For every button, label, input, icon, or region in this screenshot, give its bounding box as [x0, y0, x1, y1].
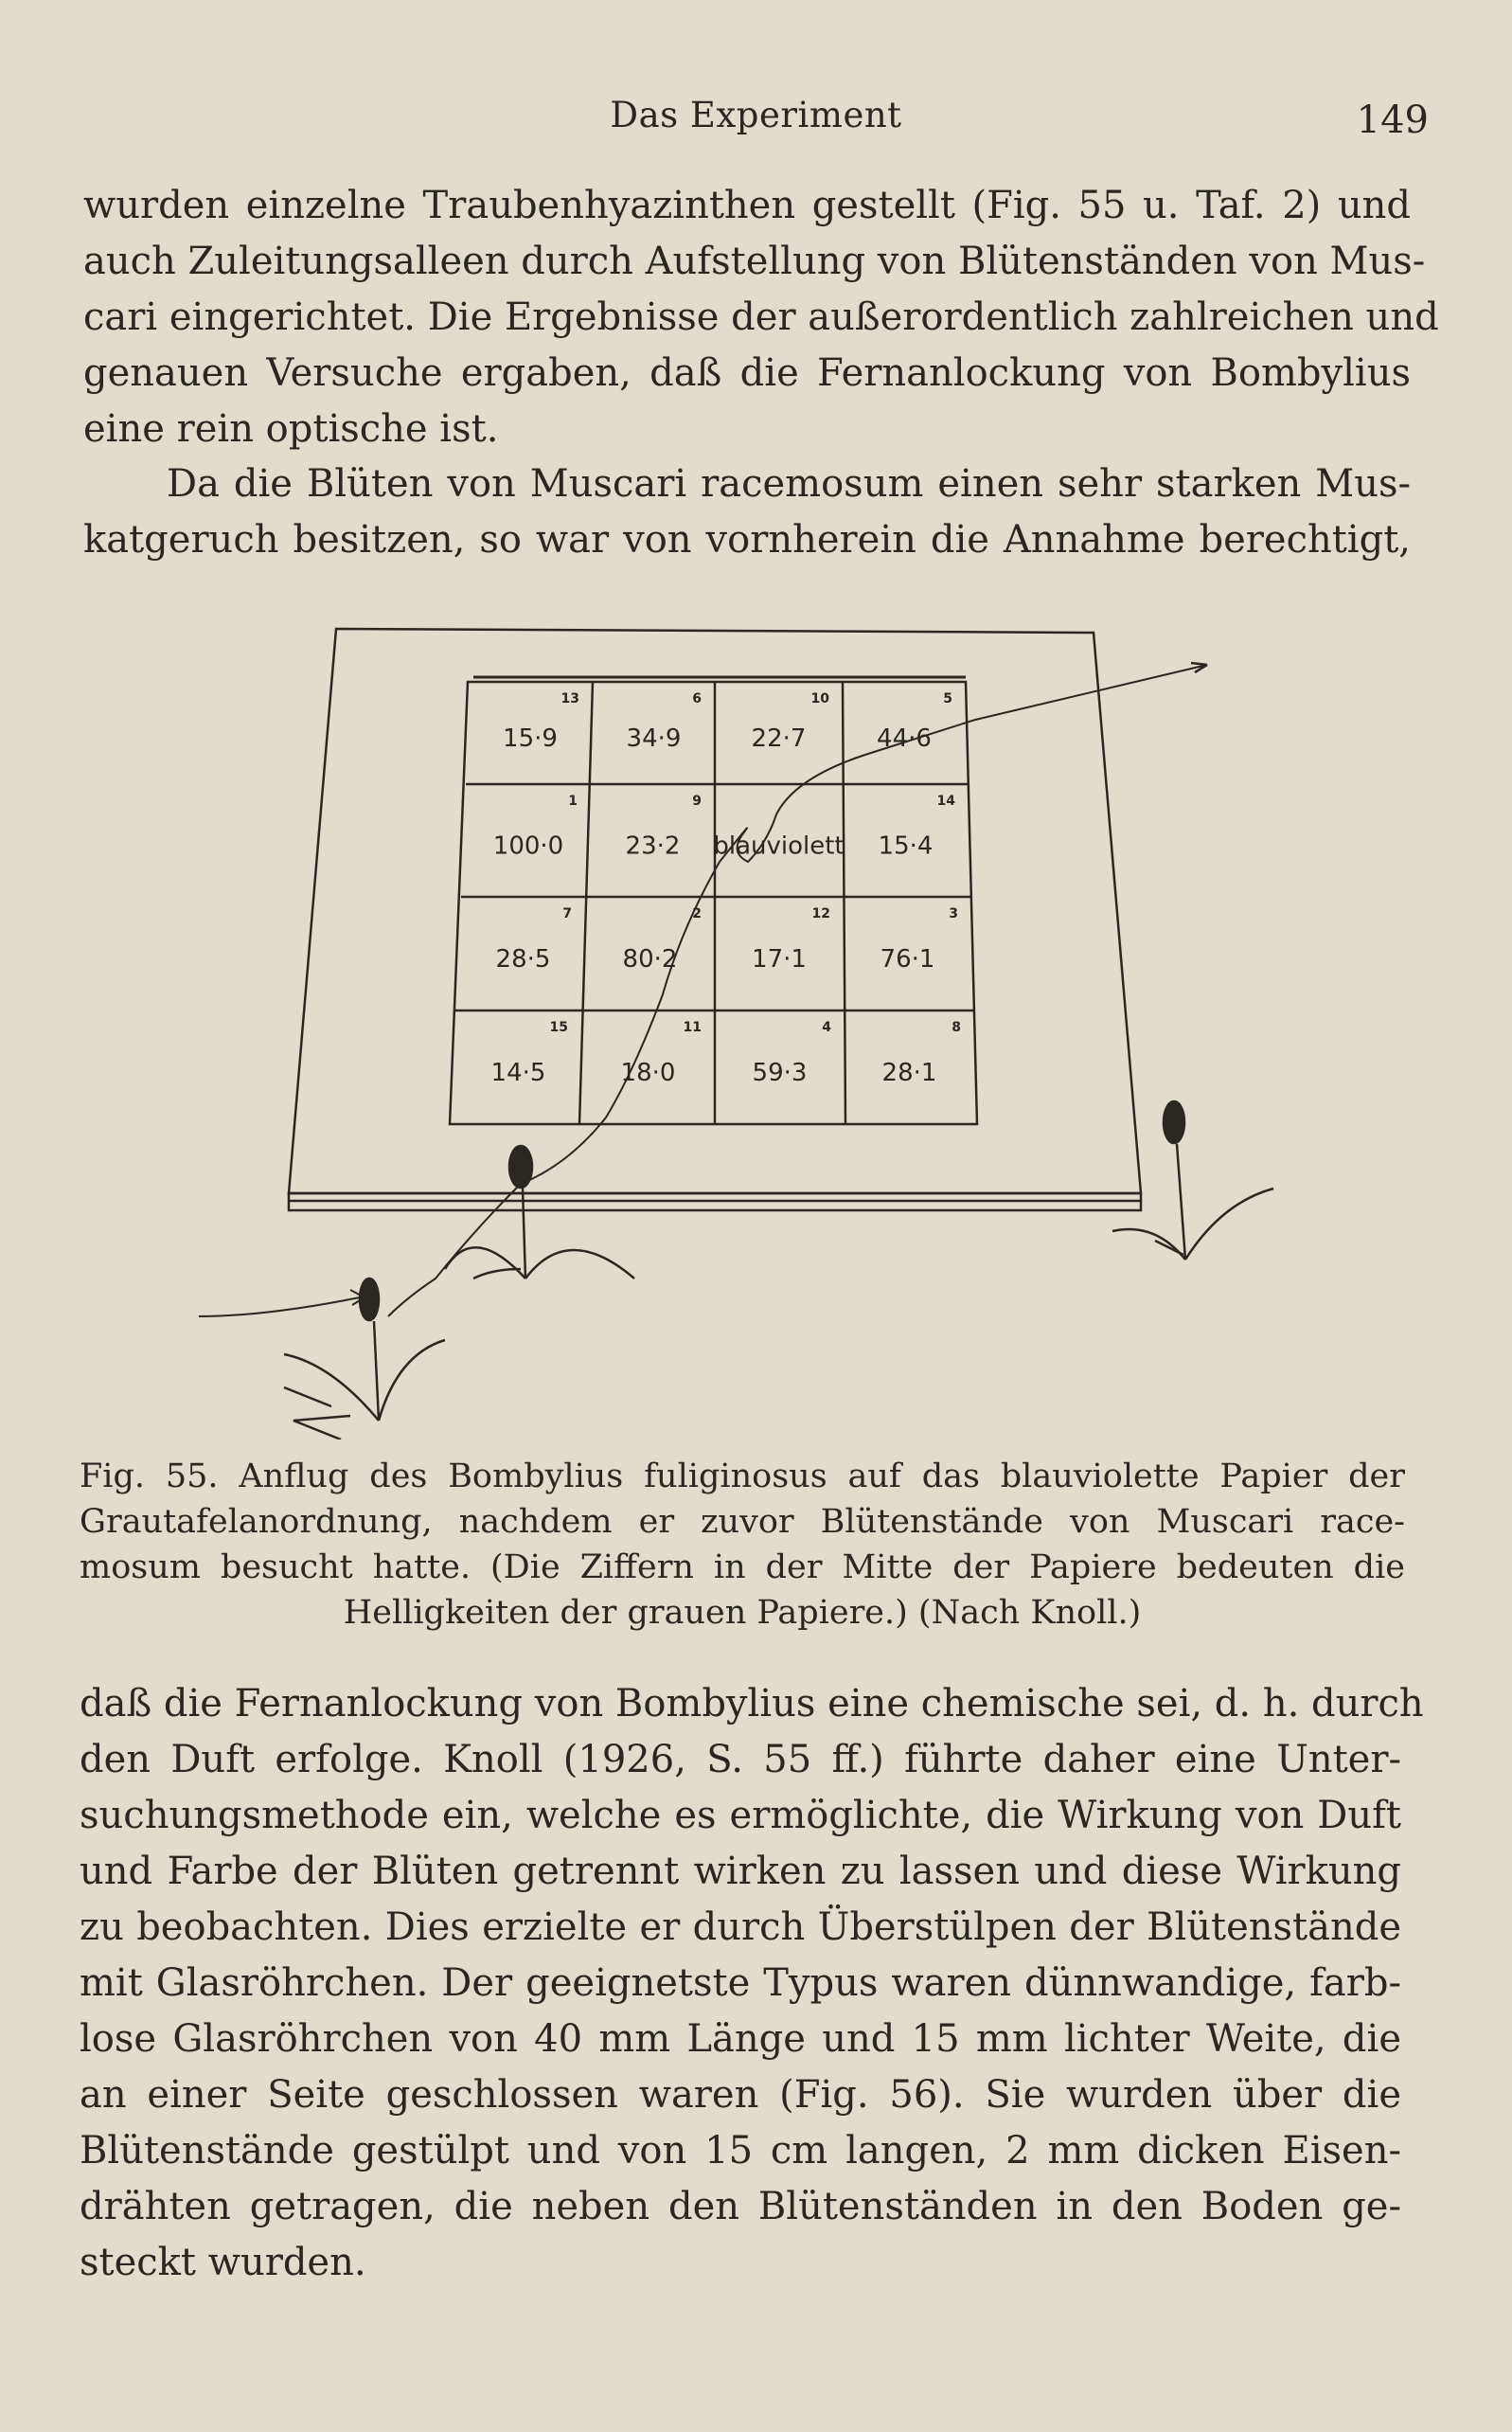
- cell-brightness-value: 15·4: [878, 832, 934, 861]
- caption-line: mosum besucht hatte. (Die Ziffern in der Mitte der Papiere bedeuten die: [80, 1548, 1405, 1586]
- cell-brightness-value: blauviolett: [713, 832, 845, 861]
- muscari-flower-right: [1112, 1101, 1273, 1260]
- text-line: cari eingerichtet. Die Ergebnisse der außerordentlich zahlreichen und: [83, 295, 1439, 339]
- cell-brightness-value: 59·3: [752, 1059, 808, 1087]
- caption-line: Fig. 55. Anflug des Bombylius fuliginosus auf das blauviolette Papier der: [80, 1457, 1405, 1495]
- cell-brightness-value: 44·6: [877, 724, 932, 753]
- cell-brightness-value: 22·7: [751, 724, 807, 753]
- paragraph-2: [83, 456, 1411, 568]
- cell-brightness-value: 100·0: [492, 832, 564, 861]
- cell-brightness-value: 14·5: [490, 1059, 546, 1087]
- caption-line: Grautafelanordnung, nachdem er zuvor Blütenstände von Muscari race-: [80, 1503, 1405, 1541]
- cell-number: 6: [692, 691, 702, 706]
- cell-number: 15: [549, 1020, 568, 1035]
- text-line: suchungsmethode ein, welche es ermöglichte, die Wirkung von Duft: [80, 1794, 1401, 1837]
- text-line: an einer Seite geschlossen waren (Fig. 56). Sie wurden über die: [80, 2073, 1401, 2117]
- figure-drawing: [189, 616, 1325, 1440]
- cell-number: 1: [568, 794, 578, 809]
- text-line: daß die Fernanlockung von Bombylius eine chemische sei, d. h. durch: [80, 1682, 1424, 1726]
- cell-brightness-value: 28·5: [495, 945, 551, 974]
- cell-number: 11: [683, 1020, 702, 1035]
- text-line: auch Zuleitungsalleen durch Aufstellung von Blütenständen von Mus-: [83, 240, 1426, 283]
- cell-brightness-value: 23·2: [625, 832, 681, 861]
- cell-number: 5: [943, 691, 952, 706]
- cell-number: 4: [822, 1020, 831, 1035]
- text-line: den Duft erfolge. Knoll (1926, S. 55 ff.) führte daher eine Unter-: [80, 1738, 1401, 1781]
- text-line: lose Glasröhrchen von 40 mm Länge und 15 mm lichter Weite, die: [80, 2017, 1401, 2061]
- cell-number: 3: [949, 906, 958, 921]
- figure-55: [189, 616, 1325, 1440]
- cell-number: 2: [692, 906, 702, 921]
- muscari-flower-middle: [445, 1146, 634, 1279]
- cell-number: 12: [811, 906, 830, 921]
- cell-number: 10: [810, 691, 829, 706]
- cell-brightness-value: 28·1: [881, 1059, 937, 1087]
- cell-brightness-value: 80·2: [622, 945, 678, 974]
- grid-labels: [491, 691, 961, 1087]
- text-line: katgeruch besitzen, so war von vornherein die Annahme berechtigt,: [83, 518, 1411, 562]
- text-line: Blütenstände gestülpt und von 15 cm langen, 2 mm dicken Eisen-: [80, 2129, 1401, 2173]
- page-header: [83, 91, 1429, 148]
- cell-brightness-value: 76·1: [880, 945, 935, 974]
- cell-number: 8: [952, 1020, 961, 1035]
- paragraph-3: [80, 1676, 1424, 2291]
- cell-brightness-value: 18·0: [620, 1059, 676, 1087]
- cell-number: 14: [936, 794, 955, 809]
- cell-number: 13: [560, 691, 579, 706]
- text-line: wurden einzelne Traubenhyazinthen gestellt (Fig. 55 u. Taf. 2) und: [83, 184, 1411, 227]
- cell-brightness-value: 34·9: [626, 724, 682, 753]
- cell-number: 9: [692, 794, 702, 809]
- figure-caption: [80, 1454, 1405, 1636]
- running-head: Das Experiment: [610, 95, 902, 135]
- page-number: 149: [1356, 98, 1429, 142]
- muscari-flower-left: [284, 1279, 445, 1440]
- flight-path: [521, 665, 1207, 1184]
- text-line: steckt wurden.: [80, 2241, 366, 2284]
- text-line: drähten getragen, die neben den Blütenständen in den Boden ge-: [80, 2185, 1401, 2228]
- text-line: zu beobachten. Dies erzielte er durch Überstülpen der Blütenstände: [80, 1905, 1401, 1949]
- caption-line: Helligkeiten der grauen Papiere.) (Nach Knoll.): [343, 1594, 1142, 1632]
- text-line: genauen Versuche ergaben, daß die Fernanlockung von Bombylius: [83, 351, 1411, 395]
- text-line: eine rein optische ist.: [83, 407, 499, 451]
- cell-brightness-value: 17·1: [752, 945, 807, 974]
- text-line: und Farbe der Blüten getrennt wirken zu lassen und diese Wirkung: [80, 1850, 1401, 1893]
- cell-brightness-value: 15·9: [503, 724, 558, 753]
- paragraph-1: [83, 178, 1439, 457]
- text-line: mit Glasröhrchen. Der geeignetste Typus waren dünnwandige, farb-: [80, 1961, 1401, 2005]
- cell-number: 7: [562, 906, 572, 921]
- text-line: Da die Blüten von Muscari racemosum einen sehr starken Mus-: [167, 462, 1411, 506]
